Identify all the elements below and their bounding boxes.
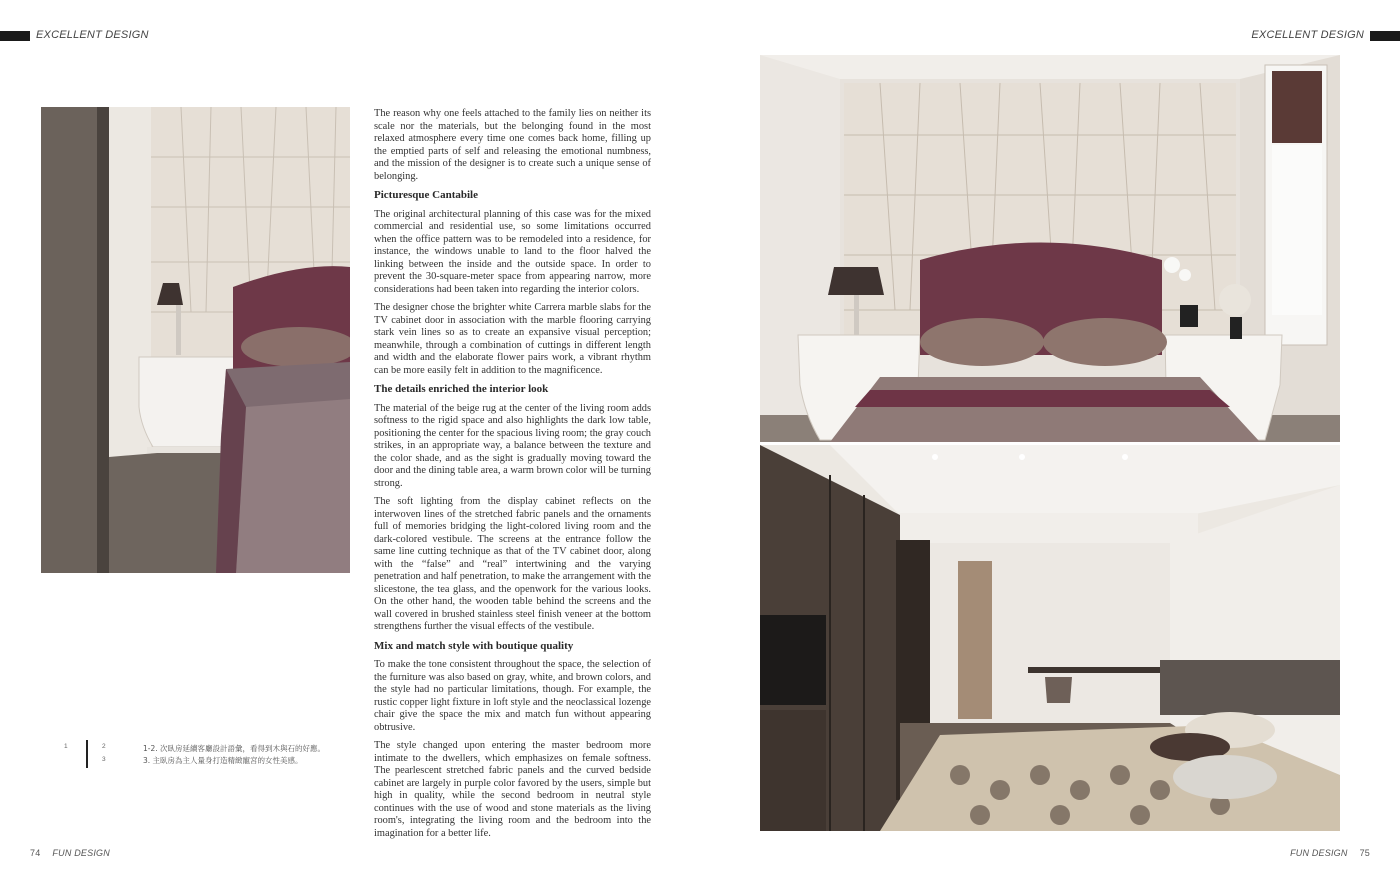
running-head-right: EXCELLENT DESIGN bbox=[1251, 29, 1364, 41]
photo-bedroom-front bbox=[760, 55, 1340, 442]
article-paragraph: The original architectural planning of this case was for the mixed commercial and residential use, so some limitations occurred when the office pattern was to be remodeled into a residence, for instance, the windows unable to land to the floor halved the linking between the inside and the outside space. In order to prevent the 30-square-meter space from appearing narrow, more considerations had been taken into regarding the interior colors. bbox=[374, 208, 651, 295]
publication-name-right: FUN DESIGN bbox=[1290, 848, 1348, 858]
caption-number-3: 3 bbox=[102, 756, 106, 763]
caption-line-1: 1-2. 次臥房延續客廳設計語彙，看得到木與石的好應。 bbox=[143, 744, 326, 753]
header-bar-left bbox=[0, 31, 30, 41]
caption-number-2: 2 bbox=[102, 743, 106, 750]
caption-rule bbox=[86, 740, 88, 768]
caption-number-1: 1 bbox=[64, 743, 68, 750]
photo-master-bedroom bbox=[760, 445, 1340, 831]
footer-left bbox=[30, 848, 110, 858]
article-paragraph: The reason why one feels attached to the family lies on neither its scale nor the materials, but the belonging found in the most relaxed atmosphere every time one comes back home, filling up the emptied parts of self and releasing the emotional numbness, and the mission of the designer is to create such a unique sense of belonging. bbox=[374, 108, 651, 182]
footer-right bbox=[1290, 848, 1370, 858]
running-head-left: EXCELLENT DESIGN bbox=[36, 29, 149, 41]
article-paragraph: The soft lighting from the display cabinet reflects on the interwoven lines of the stretched fabric panels and the ornaments full of memories bridging the light-colored living room and the dark-colored vestibule. The screens at the entrance follow the same line cutting technique as that of the TV cabinet door, along with the “false” and “real” intertwining and the varying penetration and half penetration, to make the arrangement with the slicestone, the tea glass, and the openwork for the various looks. On the other hand, the wooden table behind the screens and the wall covered in brushed stainless steel finish veneer at the bottom strengthens further the visual effects of the vestibule. bbox=[374, 496, 651, 632]
photo-caption bbox=[143, 743, 325, 767]
article-paragraph: The style changed upon entering the master bedroom more intimate to the dwellers, which emphasizes on female softness. The pearlescent stretched fabric panels and the curved bedside cabinet are largely in purple color favored by the users, simple but high in quality, while the second bedroom in neutral style continues with the use of wood and stone materials as the living room's, integrating the living room and the bedroom into the imagination for a better life. bbox=[374, 740, 651, 839]
article-paragraph: To make the tone consistent throughout the space, the selection of the furniture was also based on gray, white, and brown colors, and the style had no particular limitations, though. For example, the rustic copper light fixture in loft style and the neoclassical lozenge chair give the space the mix and match fun without appearing obtrusive. bbox=[374, 659, 651, 733]
photo-bedroom-side bbox=[41, 107, 350, 573]
page-number-right: 75 bbox=[1359, 848, 1370, 858]
section-heading: The details enriched the interior look bbox=[374, 383, 549, 395]
caption-line-2: 3. 主臥房為主人量身打造精緻寵宮的女性美感。 bbox=[143, 756, 303, 765]
publication-name-left: FUN DESIGN bbox=[52, 848, 110, 858]
article-paragraph: The designer chose the brighter white Carrera marble slabs for the TV cabinet door in association with the marble flooring carrying stark vein lines so as to create an expansive visual perception; meanwhile, through a combination of cuttings in different length and width and the elaborate flower pairs work, a vibrant rhythm can be more easily felt in addition to the magnificence. bbox=[374, 302, 651, 376]
article-text bbox=[374, 108, 651, 846]
page-number-left: 74 bbox=[30, 848, 41, 858]
header-bar-right bbox=[1370, 31, 1400, 41]
section-heading: Mix and match style with boutique quality bbox=[374, 639, 574, 652]
section-heading: Picturesque Cantabile bbox=[374, 189, 478, 201]
article-paragraph: The material of the beige rug at the center of the living room adds softness to the rigid space and also highlights the dark low table, positioning the center for the spacious living room; the gray couch strikes, in an appropriate way, a balance between the texture and the color shade, and as the sight is gradually moving toward the door and the dining table area, a warm brown color will be turning strong. bbox=[374, 402, 651, 489]
